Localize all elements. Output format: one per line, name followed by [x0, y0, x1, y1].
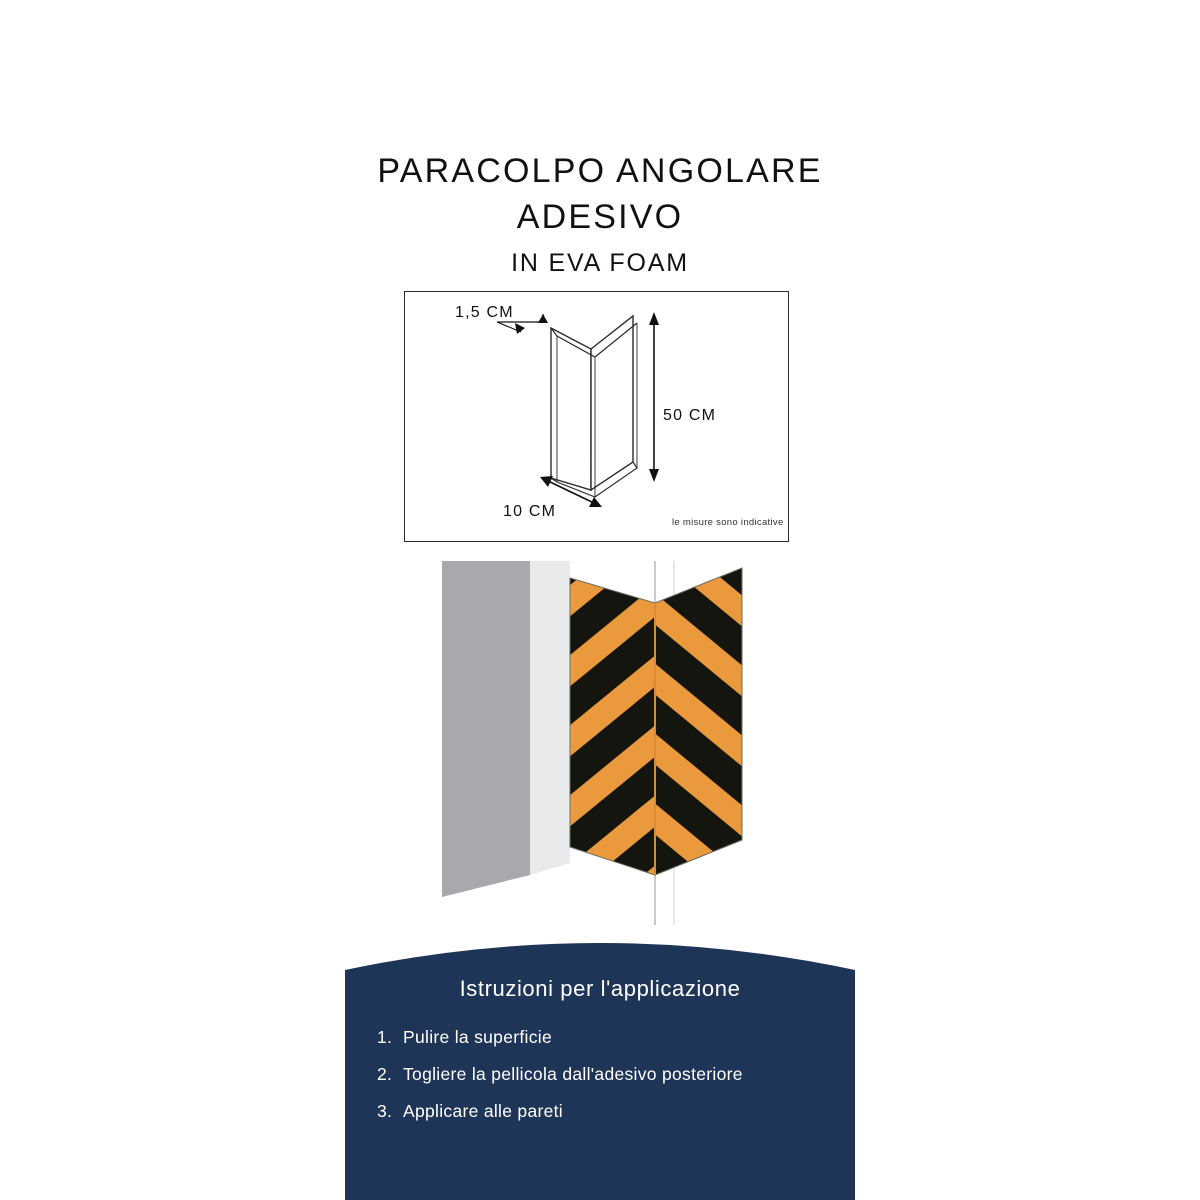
page-title — [0, 148, 1200, 280]
dimension-height-label: 50 CM — [663, 407, 717, 424]
technical-drawing-panel — [404, 291, 789, 542]
corner-guard-technical-svg — [405, 292, 790, 543]
list-item — [377, 1027, 847, 1048]
title-line-2: ADESIVO — [516, 198, 684, 236]
step-number: 1. — [377, 1027, 393, 1047]
dimension-thickness-label: 1,5 CM — [455, 304, 514, 321]
instructions-step-list — [377, 1027, 847, 1138]
step-text: Applicare alle pareti — [403, 1101, 563, 1121]
list-item — [377, 1101, 847, 1122]
title-subtitle: IN EVA FOAM — [511, 249, 689, 277]
list-item — [377, 1064, 847, 1085]
corner-guard-photo-svg — [442, 545, 752, 925]
instructions-banner — [345, 932, 855, 1200]
title-line-1: PARACOLPO ANGOLARE — [377, 152, 823, 190]
instructions-heading: Istruzioni per l'applicazione — [459, 976, 741, 1001]
step-number: 2. — [377, 1064, 393, 1084]
step-number: 3. — [377, 1101, 393, 1121]
step-text: Pulire la superficie — [403, 1027, 552, 1047]
measurement-note: le misure sono indicative — [672, 517, 784, 528]
dimension-width-label: 10 CM — [503, 503, 557, 520]
step-text: Togliere la pellicola dall'adesivo posteriore — [403, 1064, 743, 1084]
product-photo-panel — [442, 545, 752, 925]
